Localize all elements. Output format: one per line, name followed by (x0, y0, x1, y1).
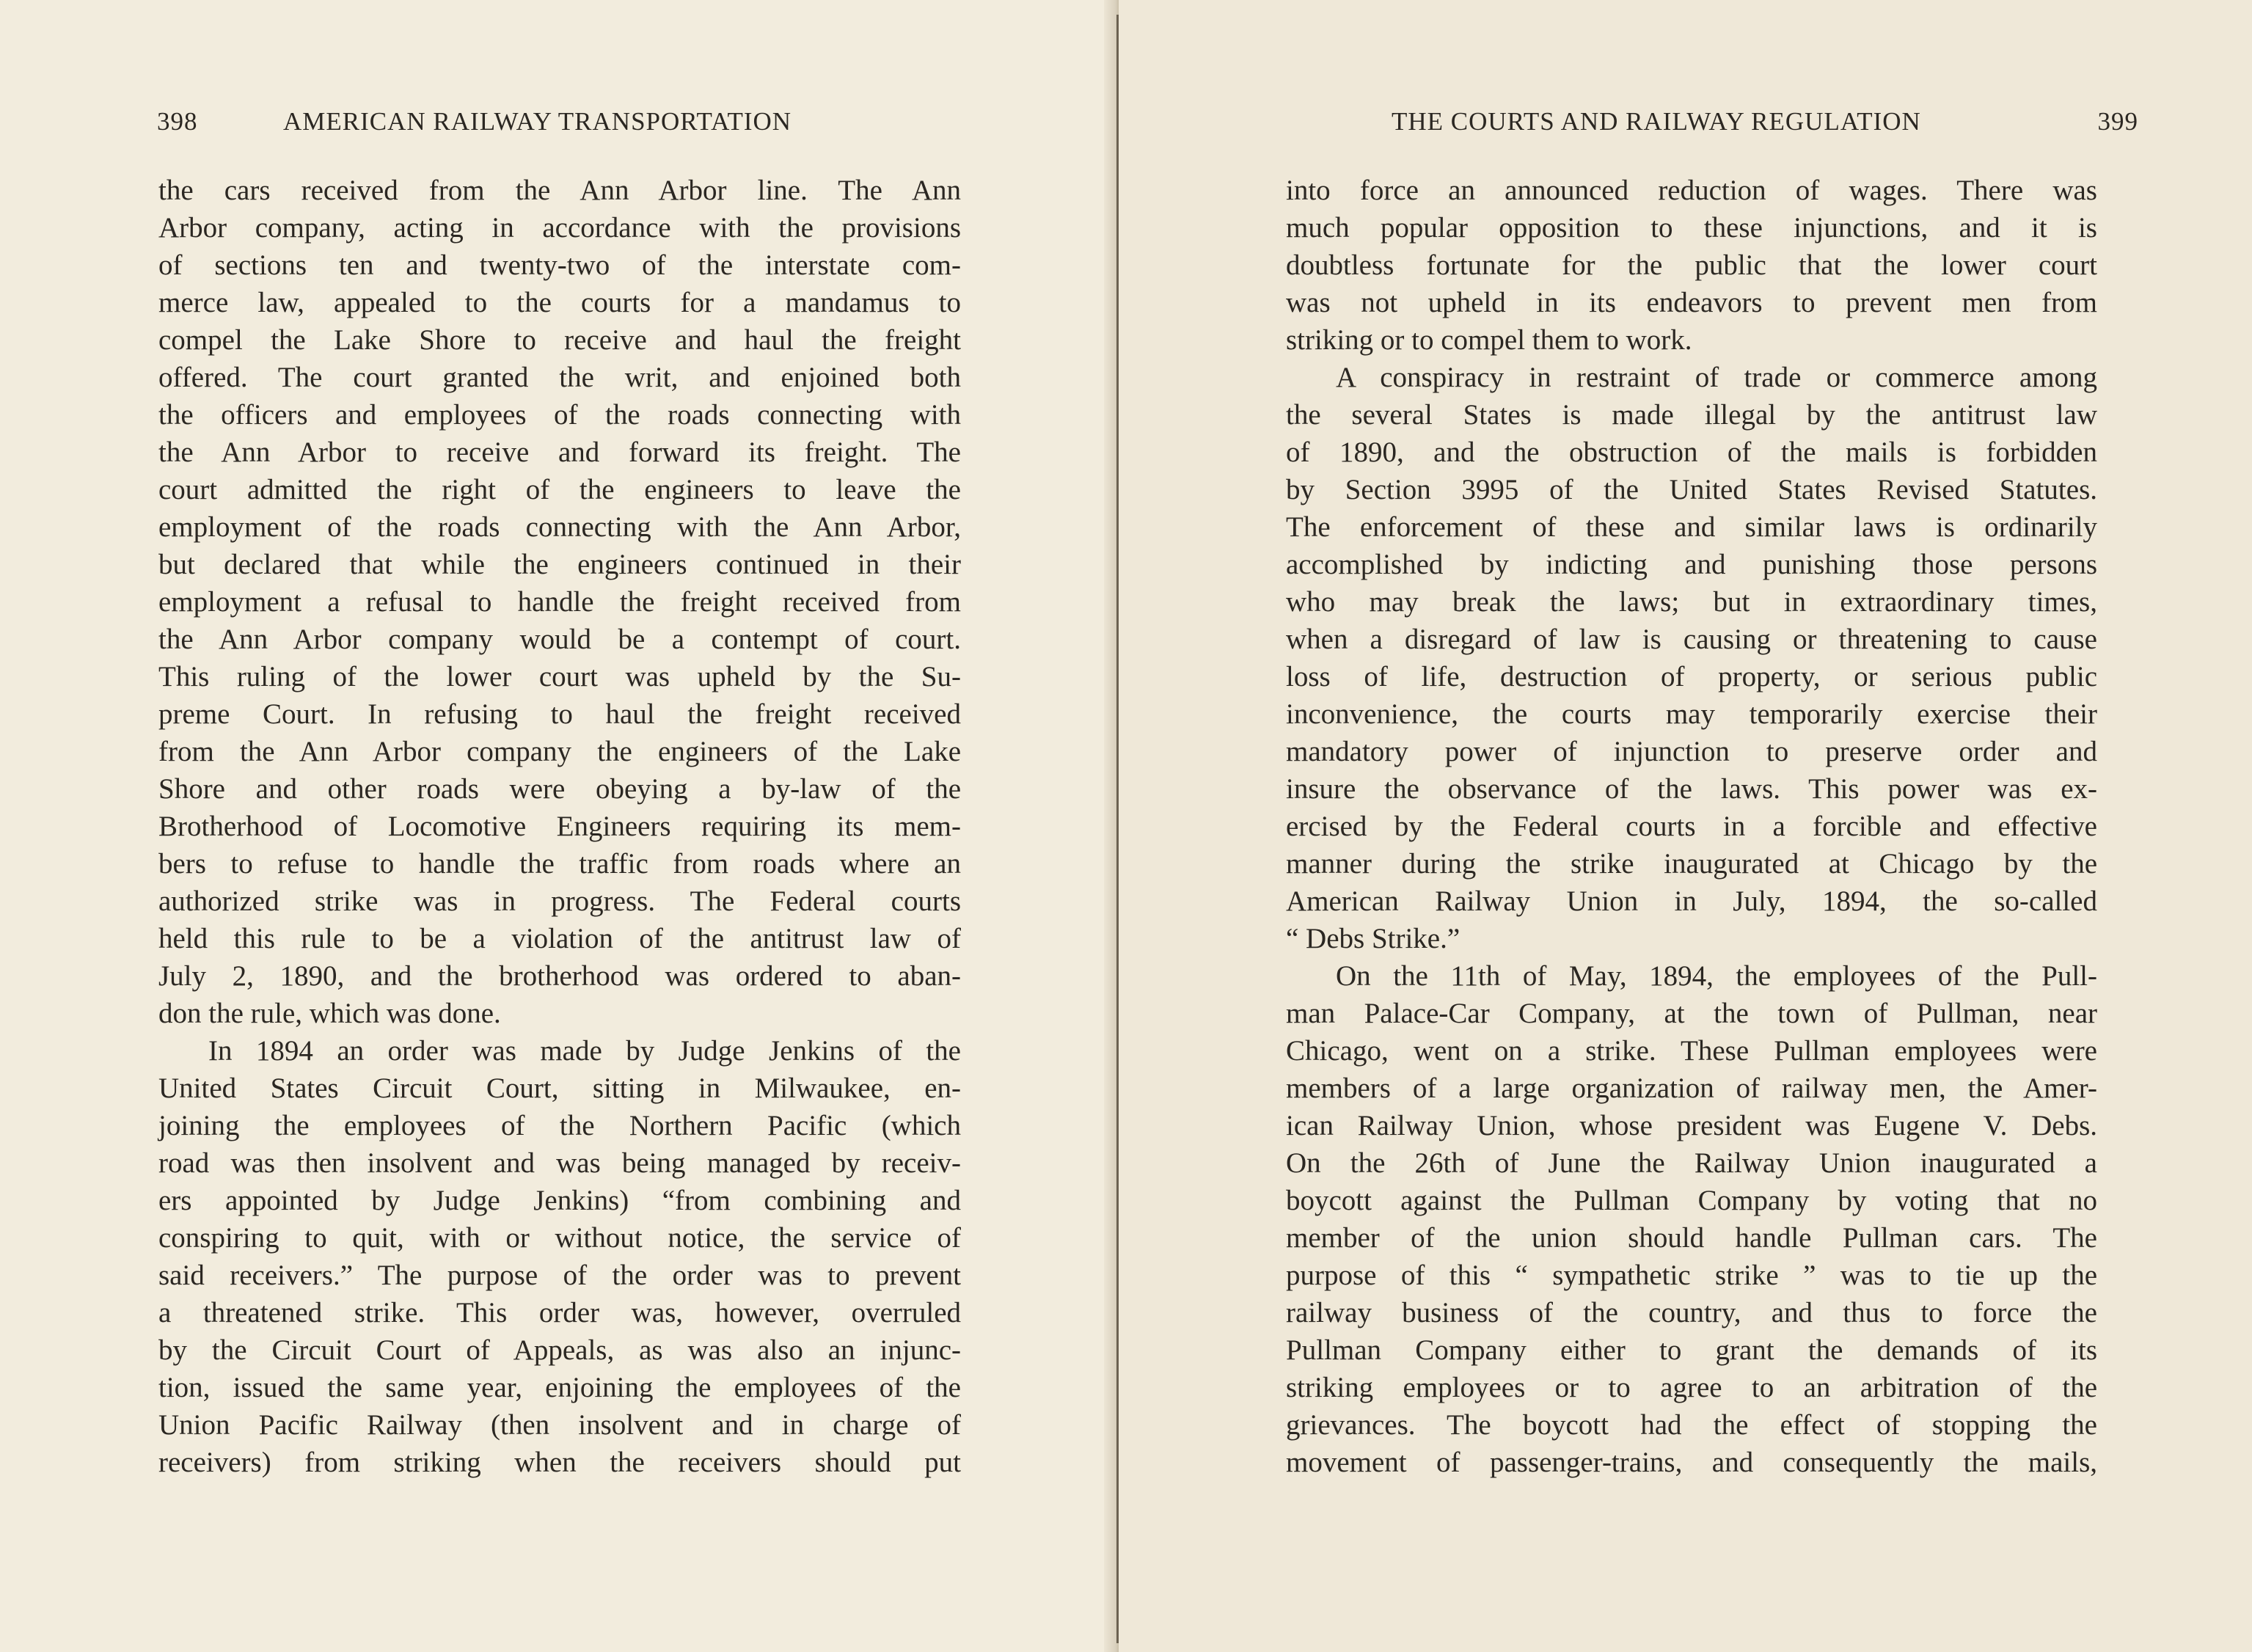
text-line: compel the Lake Shore to receive and haul the freight (158, 324, 961, 356)
text-line: man Palace-Car Company, at the town of Pullman, near (1286, 998, 2097, 1029)
text-line: by Section 3995 of the United States Revised Statutes. (1286, 474, 2097, 505)
text-line: On the 11th of May, 1894, the employees of the Pull- (1336, 960, 2097, 992)
text-line: ican Railway Union, whose president was Eugene V. Debs. (1286, 1110, 2097, 1141)
text-line: movement of passenger-trains, and consequently the mails, (1286, 1447, 2097, 1478)
text-line: railway business of the country, and thus to force the (1286, 1297, 2097, 1328)
text-line: loss of life, destruction of property, or serious public (1286, 661, 2097, 692)
text-line: authorized strike was in progress. The Federal courts (158, 885, 961, 917)
text-line: preme Court. In refusing to haul the freight received (158, 698, 961, 730)
text-line: The enforcement of these and similar laws is ordinarily (1286, 511, 2097, 543)
text-line: the Ann Arbor company would be a contempt of court. (158, 624, 961, 655)
text-line: mandatory power of injunction to preserve order and (1286, 736, 2097, 767)
text-line: “ Debs Strike.” (1286, 923, 1460, 954)
right-running-header (1392, 107, 2138, 141)
text-line: don the rule, which was done. (158, 998, 501, 1029)
text-line: offered. The court granted the writ, and enjoined both (158, 362, 961, 393)
left-page-body (158, 172, 961, 1481)
text-line: much popular opposition to these injunctions, and it is (1286, 212, 2097, 244)
text-line: said receivers.” The purpose of the order was to prevent (158, 1260, 961, 1291)
text-line: merce law, appealed to the courts for a mandamus to (158, 287, 961, 318)
text-line: purpose of this “ sympathetic strike ” was to tie up the (1286, 1260, 2097, 1291)
text-line: the Ann Arbor to receive and forward its freight. The (158, 436, 961, 468)
text-line: boycott against the Pullman Company by voting that no (1286, 1185, 2097, 1216)
right-page-number: 399 (2097, 107, 2138, 136)
text-line: member of the union should handle Pullman cars. The (1286, 1222, 2097, 1254)
text-line: bers to refuse to handle the traffic from roads where an (158, 848, 961, 880)
text-line: a threatened strike. This order was, however, overruled (158, 1297, 961, 1328)
text-line: of 1890, and the obstruction of the mails is forbidden (1286, 436, 2097, 468)
text-line: was not upheld in its endeavors to prevent men from (1286, 287, 2097, 318)
text-line: held this rule to be a violation of the antitrust law of (158, 923, 961, 954)
text-line: Brotherhood of Locomotive Engineers requiring its mem- (158, 811, 961, 842)
text-line: the cars received from the Ann Arbor line. The Ann (158, 175, 961, 206)
right-page-body (1286, 172, 2097, 1481)
text-line: On the 26th of June the Railway Union inaugurated a (1286, 1147, 2097, 1179)
right-page (1119, 0, 2252, 1652)
text-line: Union Pacific Railway (then insolvent and in charge of (158, 1409, 961, 1441)
left-page-number: 398 (157, 107, 198, 136)
text-line: tion, issued the same year, enjoining the employees of the (158, 1372, 961, 1403)
text-line: conspiring to quit, with or without notice, the service of (158, 1222, 961, 1254)
right-running-head-title: THE COURTS AND RAILWAY REGULATION (1392, 107, 1921, 136)
left-running-header (157, 107, 844, 141)
text-line: employment of the roads connecting with the Ann Arbor, (158, 511, 961, 543)
text-line: July 2, 1890, and the brotherhood was ordered to aban- (158, 960, 961, 992)
text-line: grievances. The boycott had the effect of stopping the (1286, 1409, 2097, 1441)
left-running-head-title: AMERICAN RAILWAY TRANSPORTATION (283, 107, 792, 136)
text-line: receivers) from striking when the receivers should put (158, 1447, 961, 1478)
text-line: but declared that while the engineers continued in their (158, 549, 961, 580)
text-line: Chicago, went on a strike. These Pullman employees were (1286, 1035, 2097, 1067)
text-line: inconvenience, the courts may temporarily exercise their (1286, 698, 2097, 730)
text-line: joining the employees of the Northern Pacific (which (158, 1110, 961, 1141)
text-line: Shore and other roads were obeying a by-law of the (158, 773, 961, 805)
text-line: court admitted the right of the engineers to leave the (158, 474, 961, 505)
text-line: the several States is made illegal by the antitrust law (1286, 399, 2097, 431)
text-line: In 1894 an order was made by Judge Jenkins of the (208, 1035, 961, 1067)
text-line: Pullman Company either to grant the demands of its (1286, 1334, 2097, 1366)
text-line: the officers and employees of the roads connecting with (158, 399, 961, 431)
text-line: members of a large organization of railway men, the Amer- (1286, 1072, 2097, 1104)
text-line: from the Ann Arbor company the engineers of the Lake (158, 736, 961, 767)
text-line: American Railway Union in July, 1894, the so-called (1286, 885, 2097, 917)
text-line: accomplished by indicting and punishing those persons (1286, 549, 2097, 580)
text-line: manner during the strike inaugurated at Chicago by the (1286, 848, 2097, 880)
text-line: United States Circuit Court, sitting in Milwaukee, en- (158, 1072, 961, 1104)
text-line: into force an announced reduction of wages. There was (1286, 175, 2097, 206)
text-line: who may break the laws; but in extraordinary times, (1286, 586, 2097, 618)
text-line: road was then insolvent and was being managed by receiv- (158, 1147, 961, 1179)
text-line: ercised by the Federal courts in a forcible and effective (1286, 811, 2097, 842)
text-line: insure the observance of the laws. This power was ex- (1286, 773, 2097, 805)
text-line: doubtless fortunate for the public that the lower court (1286, 249, 2097, 281)
text-line: Arbor company, acting in accordance with the provisions (158, 212, 961, 244)
text-line: striking or to compel them to work. (1286, 324, 1692, 356)
left-page (0, 0, 1119, 1652)
text-line: ers appointed by Judge Jenkins) “from combining and (158, 1185, 961, 1216)
text-line: A conspiracy in restraint of trade or commerce among (1336, 362, 2097, 393)
text-line: striking employees or to agree to an arbitration of the (1286, 1372, 2097, 1403)
text-line: by the Circuit Court of Appeals, as was also an injunc- (158, 1334, 961, 1366)
text-line: employment a refusal to handle the freight received from (158, 586, 961, 618)
text-line: when a disregard of law is causing or threatening to cause (1286, 624, 2097, 655)
text-line: This ruling of the lower court was upheld by the Su- (158, 661, 961, 692)
text-line: of sections ten and twenty-two of the interstate com- (158, 249, 961, 281)
